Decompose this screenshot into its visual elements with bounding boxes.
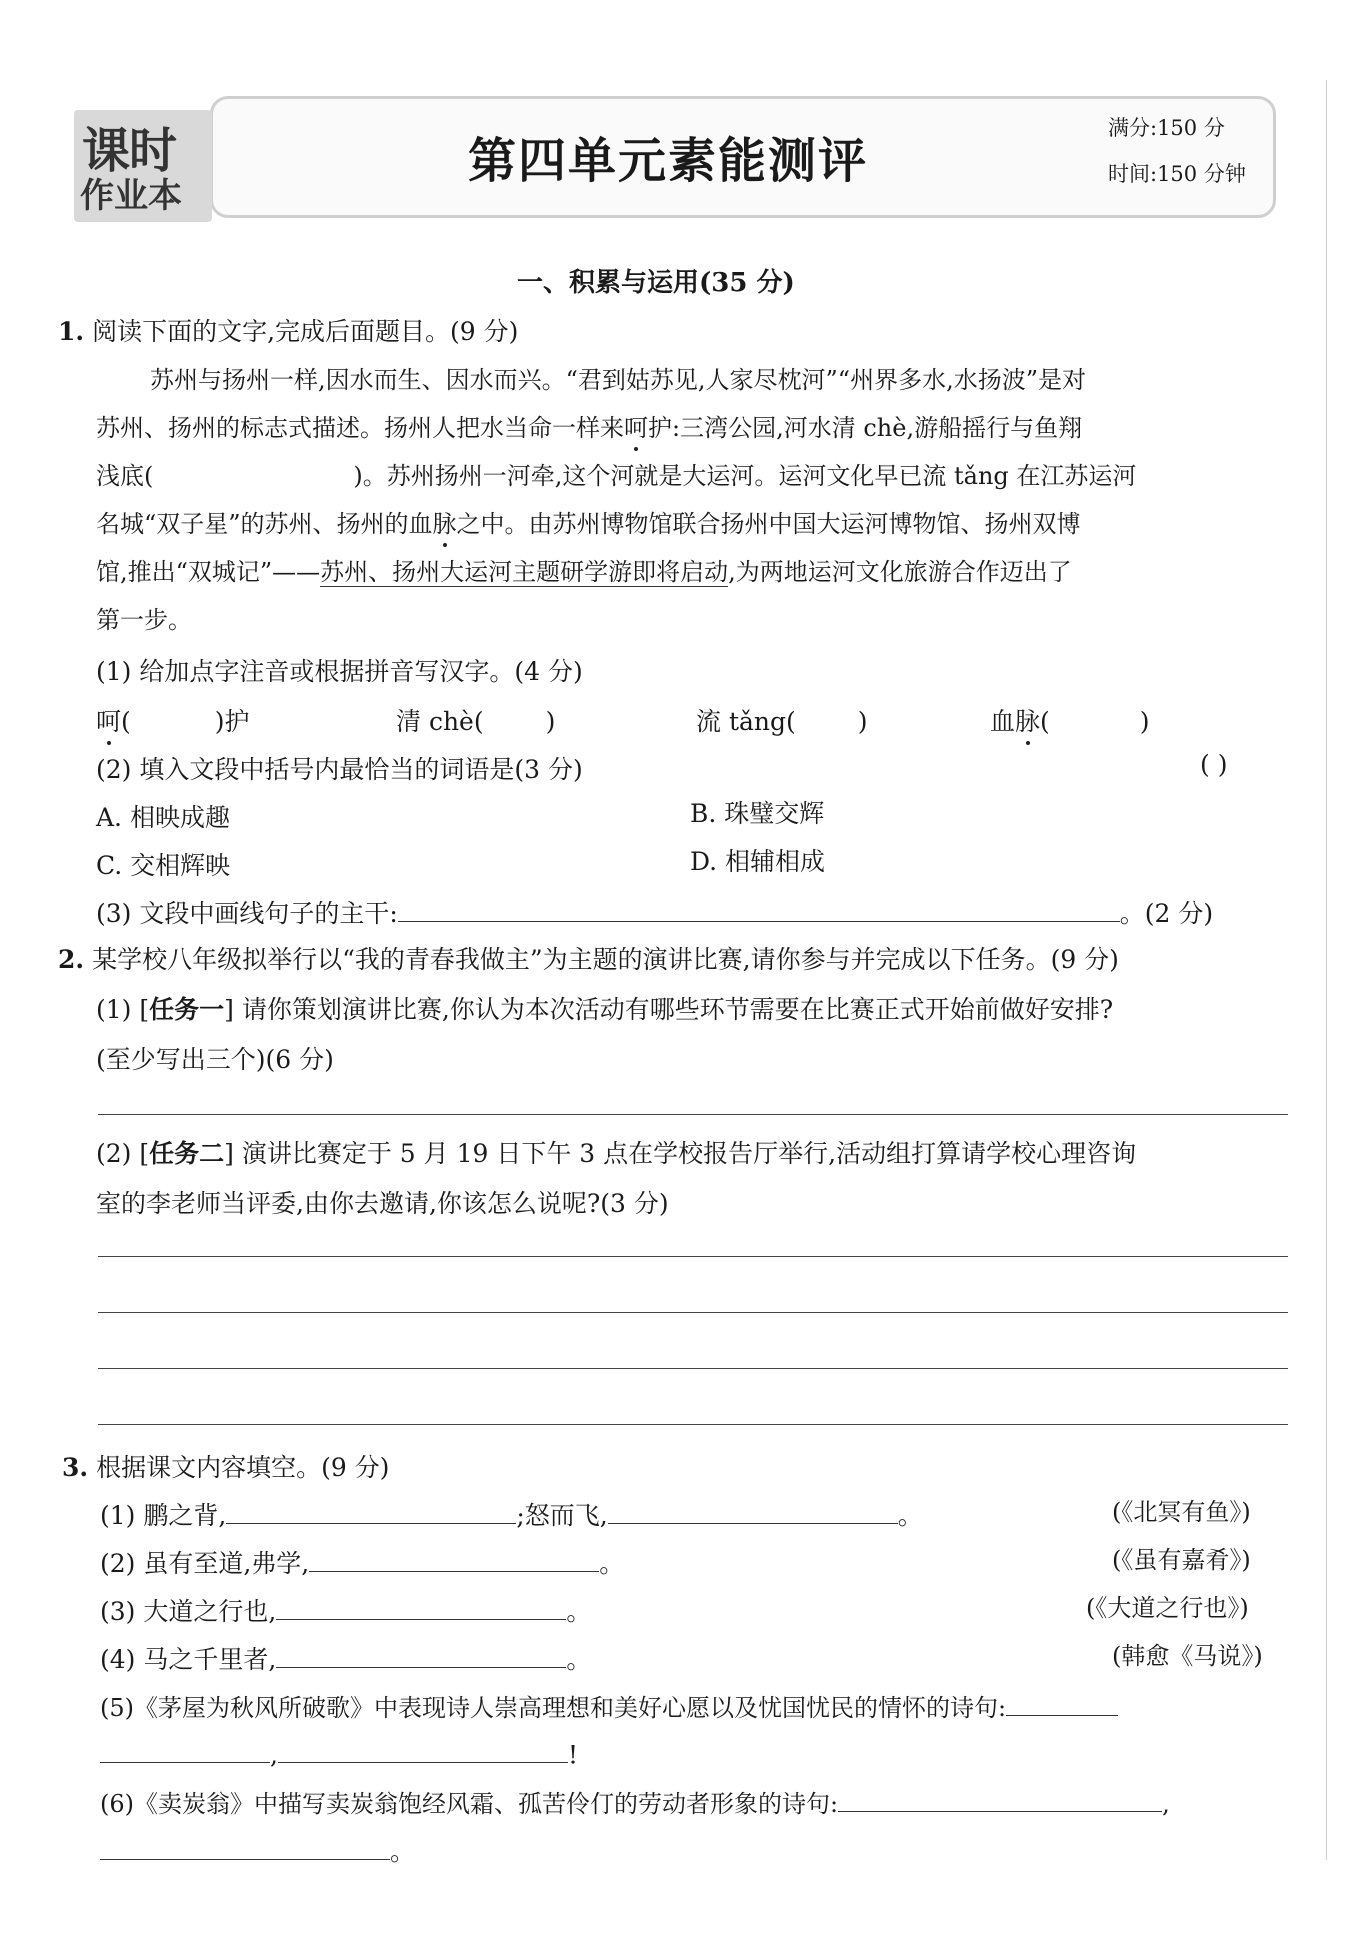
q3-item4: (4) 马之千里者, 。 (100, 1640, 591, 1676)
answer-line[interactable] (226, 1497, 516, 1524)
q3-item4-source: (韩愈《马说》) (1112, 1642, 1263, 1670)
q2-task2-line2: 室的李老师当评委,由你去邀请,你该怎么说呢?(3 分) (96, 1189, 669, 1218)
q3-item6: (6)《卖炭翁》中描写卖炭翁饱经风霜、孤苦伶仃的劳动者形象的诗句: , (100, 1784, 1170, 1819)
answer-line[interactable] (98, 1424, 1288, 1425)
q1-stem (58, 312, 518, 348)
answer-line[interactable] (100, 1736, 270, 1763)
answer-line[interactable] (276, 1593, 566, 1620)
q3-item5: (5)《茅屋为秋风所破歌》中表现诗人崇高理想和美好心愿以及忧国忧民的情怀的诗句: (100, 1688, 1118, 1723)
q3-item3-source: (《大道之行也》) (1086, 1594, 1249, 1622)
underlined-sentence: 苏州、扬州大运河主题研学游即将启动 (320, 558, 729, 586)
answer-line[interactable] (98, 1368, 1288, 1369)
q2-task2: (2) [任务二] 演讲比赛定于 5 月 19 日下午 3 点在学校报告厅举行,活动组打算请学校心理咨询 (96, 1139, 1137, 1168)
answer-line[interactable] (398, 895, 1120, 922)
option-a: A. 相映成趣 (96, 803, 230, 832)
answer-line[interactable] (276, 1641, 566, 1668)
task1-tag: 任务一 (149, 995, 225, 1024)
answer-line[interactable] (98, 1114, 1288, 1115)
q3-stem-text: 根据课文内容填空。(9 分) (96, 1453, 390, 1482)
q3-item1: (1) 鹏之背, ;怒而飞, 。 (100, 1496, 923, 1532)
dotted-char-he: 呵 (624, 414, 648, 442)
q1-sub2-bracket[interactable]: ( ) (1200, 750, 1228, 779)
option-d: D. 相辅相成 (690, 847, 826, 876)
q3-item2-source: (《虽有嘉肴》) (1112, 1546, 1251, 1574)
answer-line[interactable] (608, 1497, 898, 1524)
answer-line[interactable] (309, 1545, 599, 1572)
q3-item3: (3) 大道之行也, 。 (100, 1592, 591, 1628)
q1-passage-line4: 名城“双子星”的苏州、扬州的血脉之中。由苏州博物馆联合扬州中国大运河博物馆、扬州双博 (96, 510, 1081, 538)
q1-sub2: (2) 填入文段中括号内最恰当的词语是(3 分) (96, 755, 583, 784)
q3-item1-source: (《北冥有鱼》) (1112, 1498, 1251, 1526)
q1-stem-text: 阅读下面的文字,完成后面题目。(9 分) (92, 317, 519, 346)
answer-line[interactable] (98, 1256, 1288, 1257)
q3-number: 3. (62, 1453, 89, 1482)
section-title: 一、积累与运用(35 分) (517, 268, 795, 298)
page-edge-rule (1326, 80, 1327, 1860)
badge-line1: 课时 (82, 123, 177, 179)
q3-stem (62, 1448, 389, 1484)
q1-passage-line3: 浅底( )。苏州扬州一河牵,这个河就是大运河。运河文化早已流 tǎng 在江苏运河 (96, 462, 1137, 490)
q2-stem-text: 某学校八年级拟举行以“我的青春我做主”为主题的演讲比赛,请你参与并完成以下任务。(9 分) (92, 945, 1119, 974)
q2-stem (58, 940, 1119, 976)
time-limit: 时间:150 分钟 (1108, 162, 1246, 186)
q2-task1: (1) [任务一] 请你策划演讲比赛,你认为本次活动有哪些环节需要在比赛正式开始前做好安排? (96, 995, 1114, 1024)
answer-line[interactable] (100, 1833, 390, 1860)
q2-task1-line2: (至少写出三个)(6 分) (96, 1045, 334, 1074)
q1-number: 1. (58, 317, 85, 346)
q3-item6-line2: 。 (100, 1832, 415, 1868)
q3-item5-line2: , ! (100, 1736, 578, 1769)
q3-item2: (2) 虽有至道,弗学, 。 (100, 1544, 624, 1580)
q1-passage-line5: 馆,推出“双城记”——苏州、扬州大运河主题研学游即将启动,为两地运河文化旅游合作迈出了 (96, 558, 1072, 586)
q1-sub3: (3) 文段中画线句子的主干: 。(2 分) (96, 894, 1213, 930)
answer-line[interactable] (1006, 1690, 1118, 1716)
q1-passage-line6: 第一步。 (96, 606, 192, 634)
task2-tag: 任务二 (149, 1139, 225, 1168)
full-score: 满分:150 分 (1108, 116, 1225, 140)
option-c: C. 交相辉映 (96, 851, 231, 880)
q1-passage-line1: 苏州与扬州一样,因水而生、因水而兴。“君到姑苏见,人家尽枕河”“州界多水,水扬波”是对 (150, 366, 1086, 394)
badge-line2: 作业本 (80, 176, 182, 216)
answer-line[interactable] (838, 1786, 1162, 1812)
option-b: B. 珠璧交辉 (690, 799, 825, 828)
page-title: 第四单元素能测评 (468, 133, 869, 189)
answer-line[interactable] (278, 1736, 568, 1763)
q1-sub1-b: 清 chè( ) (396, 707, 556, 736)
series-badge (74, 110, 212, 222)
dotted-char-mai: 脉 (432, 510, 457, 538)
q1-sub1: (1) 给加点字注音或根据拼音写汉字。(4 分) (96, 657, 583, 686)
q2-number: 2. (58, 945, 85, 974)
q1-sub1-c: 流 tǎng( ) (696, 707, 868, 736)
q1-sub1-a: 呵( )护 (96, 707, 250, 736)
q1-passage-line2: 苏州、扬州的标志式描述。扬州人把水当命一样来呵护:三湾公园,河水清 chè,游船摇行与鱼翔 (96, 414, 1083, 442)
answer-line[interactable] (98, 1312, 1288, 1313)
q1-sub1-d: 血脉( ) (990, 707, 1150, 736)
